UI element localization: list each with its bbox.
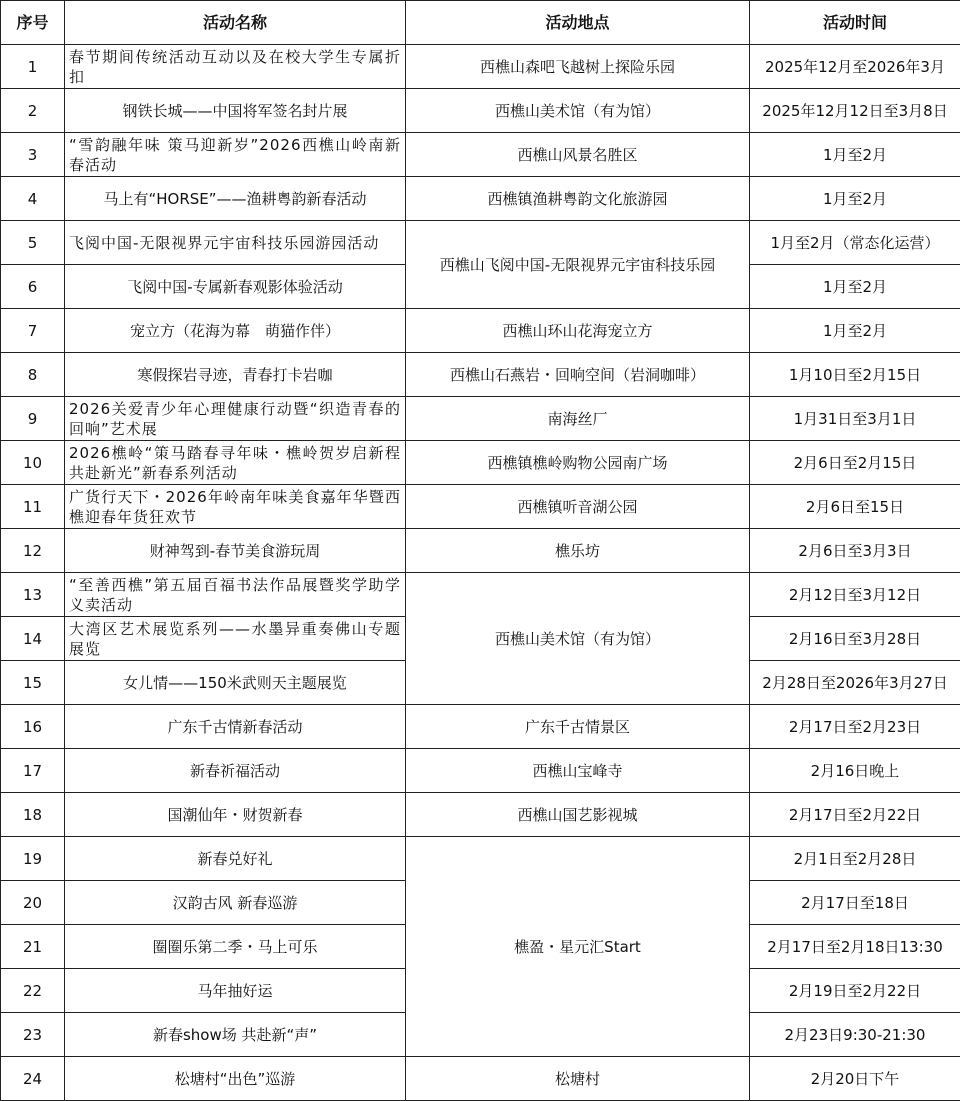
header-place: 活动地点 [406,1,750,45]
activity-name: 马年抽好运 [65,969,406,1013]
activity-place: 西樵山飞阅中国-无限视界元宇宙科技乐园 [406,221,750,309]
activity-place: 西樵山环山花海宠立方 [406,309,750,353]
activity-name: 飞阅中国-专属新春观影体验活动 [65,265,406,309]
activity-time: 2月1日至2月28日 [750,837,960,881]
table-row [1,705,960,749]
activity-time: 2月28日至2026年3月27日 [750,661,960,705]
activity-time: 2月19日至2月22日 [750,969,960,1013]
row-number: 11 [1,485,65,529]
activity-time: 1月至2月（常态化运营） [750,221,960,265]
activity-time: 2月16日至3月28日 [750,617,960,661]
row-number: 8 [1,353,65,397]
activity-name: 广东千古情新春活动 [65,705,406,749]
row-number: 12 [1,529,65,573]
activity-time: 1月31日至3月1日 [750,397,960,441]
activity-name: 寒假探岩寻迹，青春打卡岩咖 [65,353,406,397]
activity-name: 2026樵岭“策马踏春寻年味・樵岭贺岁启新程共赴新光”新春系列活动 [65,441,406,485]
activity-place: 西樵镇听音湖公园 [406,485,750,529]
activity-place: 广东千古情景区 [406,705,750,749]
activity-time: 1月至2月 [750,133,960,177]
row-number: 19 [1,837,65,881]
activity-name: 钢铁长城——中国将军签名封片展 [65,89,406,133]
row-number: 17 [1,749,65,793]
activity-place: 西樵山石燕岩・回响空间（岩洞咖啡） [406,353,750,397]
row-number: 1 [1,45,65,89]
activity-place: 西樵山美术馆（有为馆） [406,89,750,133]
table-row [1,221,960,265]
row-number: 22 [1,969,65,1013]
activity-time: 2月6日至3月3日 [750,529,960,573]
row-number: 13 [1,573,65,617]
table-row [1,45,960,89]
table-row [1,397,960,441]
row-number: 15 [1,661,65,705]
activity-place: 西樵山美术馆（有为馆） [406,573,750,705]
activity-place: 南海丝厂 [406,397,750,441]
activity-name: 飞阅中国-无限视界元宇宙科技乐园游园活动 [65,221,406,265]
activity-name: 2026关爱青少年心理健康行动暨“织造青春的回响”艺术展 [65,397,406,441]
header-name: 活动名称 [65,1,406,45]
activity-time: 2025年12月12日至3月8日 [750,89,960,133]
row-number: 14 [1,617,65,661]
row-number: 16 [1,705,65,749]
activity-name: 新春祈福活动 [65,749,406,793]
activity-name: “雪韵融年味 策马迎新岁”2026西樵山岭南新春活动 [65,133,406,177]
activity-place: 西樵山风景名胜区 [406,133,750,177]
activity-name: 国潮仙年・财贺新春 [65,793,406,837]
activity-name: 大湾区艺术展览系列——水墨异重奏佛山专题展览 [65,617,406,661]
activity-time: 2月17日至18日 [750,881,960,925]
activity-name: 新春兑好礼 [65,837,406,881]
activity-name: 财神驾到-春节美食游玩周 [65,529,406,573]
activity-time: 1月至2月 [750,265,960,309]
activity-name: 圈圈乐第二季・马上可乐 [65,925,406,969]
activity-time: 1月10日至2月15日 [750,353,960,397]
activity-place: 樵盈・星元汇Start [406,837,750,1057]
activity-name: 松塘村“出色”巡游 [65,1057,406,1101]
activity-time: 2月17日至2月22日 [750,793,960,837]
activity-time: 1月至2月 [750,177,960,221]
row-number: 2 [1,89,65,133]
row-number: 18 [1,793,65,837]
row-number: 5 [1,221,65,265]
activity-time: 2月12日至3月12日 [750,573,960,617]
activity-name: 宠立方（花海为幕 萌猫作伴） [65,309,406,353]
activity-place: 西樵山国艺影视城 [406,793,750,837]
table-row [1,485,960,529]
row-number: 20 [1,881,65,925]
table-row [1,837,960,881]
activity-place: 西樵镇渔耕粤韵文化旅游园 [406,177,750,221]
table-row [1,89,960,133]
activity-time: 2025年12月至2026年3月 [750,45,960,89]
activity-name: 新春show场 共赴新“声” [65,1013,406,1057]
table-row [1,441,960,485]
header-row [1,1,960,45]
activity-place: 西樵镇樵岭购物公园南广场 [406,441,750,485]
activity-name: 广货行天下・2026年岭南年味美食嘉年华暨西樵迎春年货狂欢节 [65,485,406,529]
table-row [1,793,960,837]
table-row [1,529,960,573]
activity-name: 女儿情——150米武则天主题展览 [65,661,406,705]
activity-name: “至善西樵”第五届百福书法作品展暨奖学助学义卖活动 [65,573,406,617]
row-number: 9 [1,397,65,441]
row-number: 3 [1,133,65,177]
activity-time: 2月20日下午 [750,1057,960,1101]
activity-place: 西樵山宝峰寺 [406,749,750,793]
activity-time: 2月17日至2月23日 [750,705,960,749]
activity-place: 松塘村 [406,1057,750,1101]
row-number: 7 [1,309,65,353]
row-number: 4 [1,177,65,221]
header-no: 序号 [1,1,65,45]
activity-time: 2月6日至15日 [750,485,960,529]
row-number: 21 [1,925,65,969]
table-row [1,177,960,221]
activity-time: 2月6日至2月15日 [750,441,960,485]
table-row [1,573,960,617]
activity-time: 2月16日晚上 [750,749,960,793]
row-number: 23 [1,1013,65,1057]
table-row [1,749,960,793]
table-row [1,309,960,353]
table-row [1,1057,960,1101]
table-row [1,133,960,177]
row-number: 24 [1,1057,65,1101]
activity-time: 1月至2月 [750,309,960,353]
row-number: 6 [1,265,65,309]
activity-place: 西樵山森吧飞越树上探险乐园 [406,45,750,89]
activity-name: 春节期间传统活动互动以及在校大学生专属折扣 [65,45,406,89]
activity-time: 2月17日至2月18日13:30 [750,925,960,969]
header-time: 活动时间 [750,1,960,45]
row-number: 10 [1,441,65,485]
activity-time: 2月23日9:30-21:30 [750,1013,960,1057]
table-row [1,353,960,397]
activity-place: 樵乐坊 [406,529,750,573]
activity-name: 汉韵古风 新春巡游 [65,881,406,925]
activity-name: 马上有“HORSE”——渔耕粤韵新春活动 [65,177,406,221]
